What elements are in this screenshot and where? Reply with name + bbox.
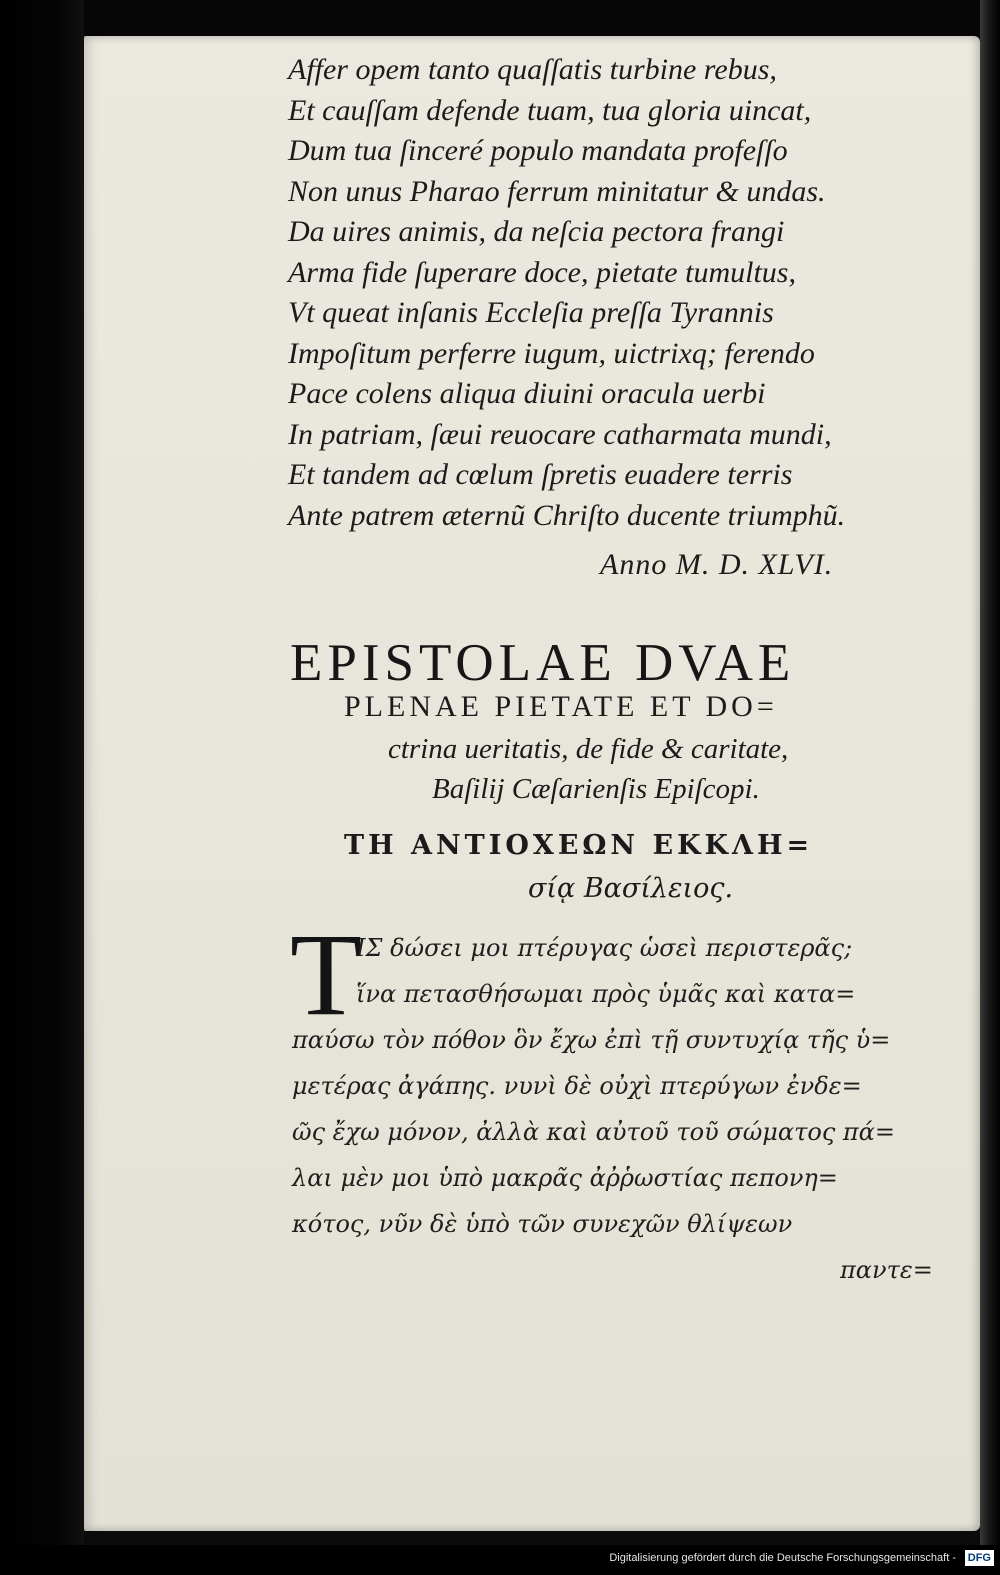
greek-heading-continued: σίᾳ Βασίλειος. xyxy=(528,873,734,904)
verse-date: Anno M. D. XLVI. xyxy=(600,548,834,581)
drop-cap-initial: T xyxy=(290,909,363,1040)
greek-text-line: κότος, νῦν δὲ ὑπὸ τῶν συνεχῶν θλίψεων xyxy=(292,1210,793,1238)
verse-line: Da uires animis, da neſcia pectora frangi xyxy=(288,215,785,248)
verse-line: Non unus Pharao ferrum minitatur & undas. xyxy=(288,174,826,208)
greek-text-line: ῶς ἔχω μόνον, ἀλλὰ καὶ αὐτοῦ τοῦ σώματος πά= xyxy=(292,1118,895,1146)
greek-text-line: ΙΣ δώσει μοι πτέρυγας ὡσεὶ περιστερᾶς; xyxy=(356,934,853,962)
greek-text-line: λαι μὲν μοι ὑπὸ μακρᾶς ἀῤῥωστίας πεπονη= xyxy=(292,1164,838,1192)
verse-line: In patriam, ſæui reuocare catharmata mundi, xyxy=(288,417,832,451)
verse-line: Ante patrem æternũ Chriſto ducente triumphũ. xyxy=(288,498,846,532)
dfg-logo: DFG xyxy=(965,1550,994,1566)
section-title: EPISTOLAE DVAE xyxy=(290,634,796,692)
greek-text-line: ἵνα πετασθήσωμαι πρὸς ὑμᾶς καὶ κατα= xyxy=(356,980,856,1008)
scan-top-edge xyxy=(84,0,980,36)
verse-block xyxy=(288,50,948,536)
scan-right-edge xyxy=(980,0,1000,1545)
verse-line: Et cauſſam defende tuam, tua gloria uincat, xyxy=(288,93,812,127)
scan-left-edge xyxy=(0,0,84,1545)
section-subtitle-line: Baſilij Cæſarienſis Epiſcopi. xyxy=(432,773,760,805)
catchword: παντε= xyxy=(840,1256,933,1284)
funding-credit: Digitalisierung gefördert durch die Deutsche Forschungsgemeinschaft - xyxy=(609,1552,956,1564)
verse-line: Affer opem tanto quaſſatis turbine rebus, xyxy=(288,53,777,86)
section-subtitle: PLENAE PIETATE ET DO= xyxy=(344,690,778,723)
verse-line: Dum tua ſinceré populo mandata profeſſo xyxy=(288,134,788,167)
verse-line: Arma fide ſuperare doce, pietate tumultus, xyxy=(288,255,796,289)
verse-line: Pace colens aliqua diuini oracula uerbi xyxy=(288,377,766,410)
footer-bar xyxy=(0,1545,1000,1575)
verse-line: Et tandem ad cœlum ſpretis euadere terris xyxy=(288,458,793,491)
verse-line: Vt queat inſanis Eccleſia preſſa Tyrannis xyxy=(288,296,774,329)
verse-line: Impoſitum perferre iugum, uictrixq; ferendo xyxy=(288,336,815,370)
section-subtitle-line: ctrina ueritatis, de fide & caritate, xyxy=(388,733,789,765)
greek-heading: ΤΗ ΑΝΤΙΟΧΕΩΝ ΕΚΚΛΗ= xyxy=(344,830,814,861)
greek-text-line: μετέρας ἀγάπης. νυνὶ δὲ οὐχὶ πτερύγων ἐνδε= xyxy=(292,1072,862,1100)
greek-text-line: παύσω τὸν πόθον ὃν ἔχω ἐπὶ τῇ συντυχίᾳ τῆς ὑ= xyxy=(292,1026,891,1054)
